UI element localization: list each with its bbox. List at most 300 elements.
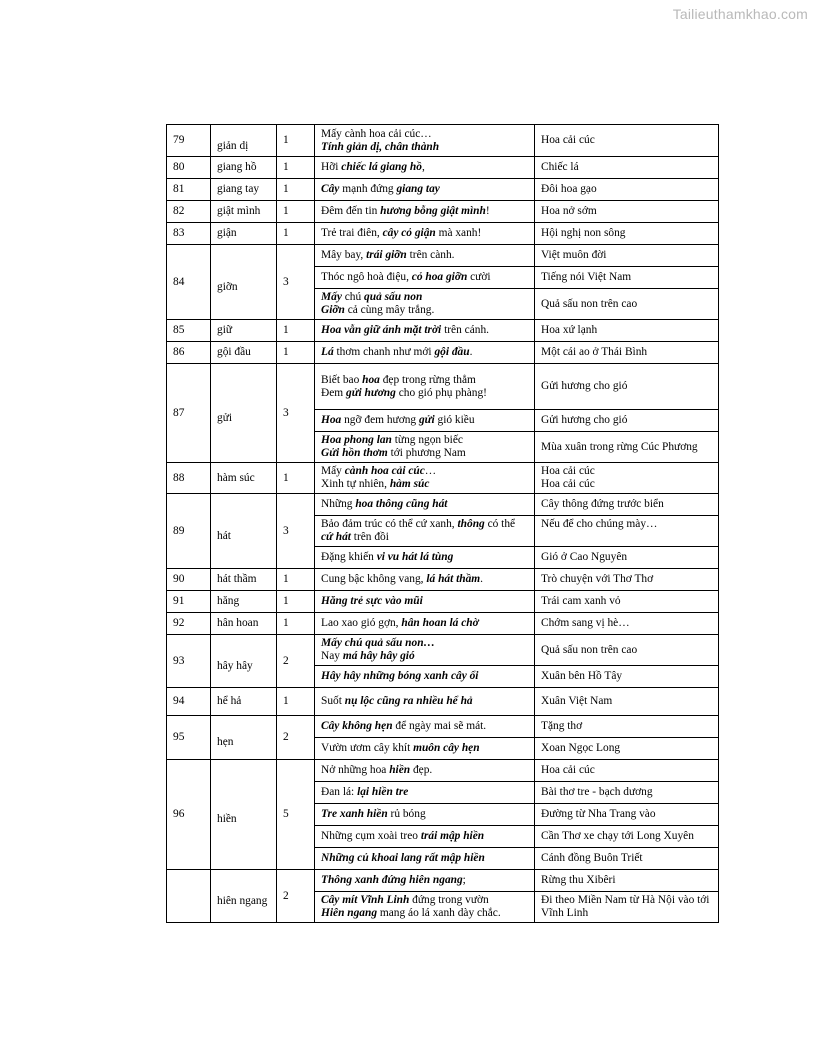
occurrence-count: 3 — [277, 494, 315, 569]
verse-text: ; — [462, 874, 466, 886]
example-verse — [315, 342, 535, 364]
poem-title-line: Một cái ao ở Thái Bình — [541, 346, 648, 358]
verse-text: . — [480, 573, 484, 585]
verse-text: Lao xao gió gợn, — [321, 617, 402, 629]
poem-title-line: Hoa cải cúc — [541, 764, 595, 776]
verse-line — [321, 447, 528, 460]
occurrence-count: 1 — [277, 613, 315, 635]
occurrence-count: 1 — [277, 320, 315, 342]
verse-text: từng ngọn biếc — [391, 434, 463, 446]
example-verse — [315, 267, 535, 289]
table-row — [167, 342, 719, 364]
poem-title-line: Hoa cải cúc — [541, 478, 595, 490]
emphasized-text: Lá — [321, 346, 334, 358]
emphasized-text: gội đầu — [434, 346, 470, 358]
verse-line — [321, 324, 528, 337]
entry-word: hân hoan — [211, 613, 277, 635]
poem-title-line: Nếu để cho chúng mày… — [541, 518, 658, 530]
verse-text: Xinh tự nhiên, — [321, 478, 390, 490]
verse-line — [321, 650, 528, 663]
entry-number: 93 — [167, 635, 211, 688]
verse-line — [321, 465, 528, 478]
verse-text: . — [469, 346, 473, 358]
emphasized-text: giang tay — [396, 183, 440, 195]
poem-title — [535, 245, 719, 267]
entry-word: hây hây — [211, 635, 277, 688]
poem-title — [535, 516, 719, 547]
example-verse — [315, 245, 535, 267]
example-verse — [315, 688, 535, 716]
entry-word: hát — [211, 494, 277, 569]
verse-text: trên cành. — [406, 249, 455, 261]
verse-text: Mấy cành hoa cải cúc… — [321, 127, 432, 140]
verse-text: Suốt — [321, 695, 345, 707]
table-row — [167, 201, 719, 223]
emphasized-text: Hoa — [321, 414, 342, 426]
example-verse — [315, 201, 535, 223]
verse-line — [321, 227, 528, 240]
emphasized-text: muôn cây hẹn — [413, 742, 480, 754]
verse-text: … — [424, 465, 437, 477]
emphasized-text: Hoa phong lan — [321, 434, 392, 446]
table-row — [167, 245, 719, 267]
table-row — [167, 179, 719, 201]
verse-text: Nở những hoa — [321, 764, 390, 776]
entry-number: 90 — [167, 569, 211, 591]
verse-line — [321, 907, 528, 920]
emphasized-text: quả sấu non — [364, 291, 423, 303]
example-verse — [315, 320, 535, 342]
occurrence-count: 1 — [277, 125, 315, 157]
entry-number: 95 — [167, 716, 211, 760]
verse-line — [321, 874, 528, 887]
poem-title — [535, 494, 719, 516]
occurrence-count: 5 — [277, 760, 315, 870]
verse-text: chú — [341, 291, 365, 303]
poem-title-line: Tặng thơ — [541, 720, 583, 732]
emphasized-text: Cây không hẹn — [321, 720, 393, 732]
occurrence-count: 1 — [277, 463, 315, 494]
poem-title-line: Hội nghị non sông — [541, 227, 626, 239]
table-row — [167, 569, 719, 591]
table-row — [167, 635, 719, 666]
poem-title-line: Việt muôn đời — [541, 249, 607, 261]
poem-title-line: Gửi hương cho gió — [541, 380, 628, 392]
example-verse — [315, 848, 535, 870]
example-verse — [315, 179, 535, 201]
poem-title — [535, 892, 719, 923]
entry-number: 94 — [167, 688, 211, 716]
verse-line — [321, 291, 528, 304]
occurrence-count: 1 — [277, 342, 315, 364]
verse-text: Đêm đến tin — [321, 205, 381, 217]
verse-line — [321, 720, 528, 733]
entry-number: 83 — [167, 223, 211, 245]
occurrence-count: 2 — [277, 716, 315, 760]
example-verse — [315, 826, 535, 848]
verse-line — [321, 271, 528, 284]
poem-title-line: Xuân bên Hồ Tây — [541, 670, 623, 682]
poem-title-line: Hoa xứ lạnh — [541, 324, 598, 336]
verse-text: đứng trong vườn — [409, 894, 489, 906]
verse-text: Mây bay, — [321, 249, 367, 261]
entry-word: hàm súc — [211, 463, 277, 494]
poem-title — [535, 804, 719, 826]
emphasized-text: Tre xanh hiền — [321, 808, 388, 820]
entry-number: 79 — [167, 125, 211, 157]
verse-line — [321, 894, 528, 907]
emphasized-text: gửi hương — [346, 386, 396, 399]
entry-word: giận — [211, 223, 277, 245]
poem-title-line: Tiếng nói Việt Nam — [541, 271, 632, 283]
occurrence-count: 1 — [277, 223, 315, 245]
emphasized-text: Tính giản dị, chân thành — [321, 140, 440, 153]
example-verse — [315, 569, 535, 591]
verse-text: Những cụm xoài treo — [321, 830, 421, 842]
emphasized-text: Thông xanh đứng hiên ngang — [321, 874, 463, 886]
entry-word: giang hồ — [211, 157, 277, 179]
verse-text: đẹp trong rừng thẳm — [379, 373, 476, 386]
occurrence-count: 1 — [277, 201, 315, 223]
verse-text: Nay — [321, 650, 343, 662]
example-verse — [315, 666, 535, 688]
poem-title — [535, 342, 719, 364]
verse-text: để ngày mai sẽ mát. — [392, 720, 487, 732]
poem-title-line: Gửi hương cho gió — [541, 414, 628, 426]
entry-word: giữ — [211, 320, 277, 342]
poem-title — [535, 635, 719, 666]
verse-line — [321, 161, 528, 174]
verse-text: Đặng khiến — [321, 551, 377, 563]
poem-title — [535, 463, 719, 494]
example-verse — [315, 125, 535, 157]
poem-title-line: Cánh đồng Buôn Triết — [541, 852, 643, 864]
occurrence-count: 1 — [277, 569, 315, 591]
example-verse — [315, 716, 535, 738]
poem-title — [535, 666, 719, 688]
example-verse — [315, 463, 535, 494]
emphasized-text: má hây hây gió — [342, 650, 415, 662]
verse-text: trên cánh. — [441, 324, 489, 336]
verse-text: rủ bóng — [387, 808, 426, 820]
entry-word: hiền — [211, 760, 277, 870]
entry-number: 81 — [167, 179, 211, 201]
verse-line — [321, 573, 528, 586]
poem-title-line: Xuân Việt Nam — [541, 695, 613, 707]
example-verse — [315, 870, 535, 892]
verse-text: mà xanh! — [435, 227, 482, 239]
table-row — [167, 463, 719, 494]
example-verse — [315, 613, 535, 635]
poem-title-line: Hoa nở sớm — [541, 205, 597, 217]
table-row — [167, 613, 719, 635]
example-verse — [315, 804, 535, 826]
example-verse — [315, 494, 535, 516]
emphasized-text: hân hoan lá chờ — [401, 617, 479, 629]
poem-title — [535, 410, 719, 432]
entry-word: giang tay — [211, 179, 277, 201]
emphasized-text: Hoa vẫn giữ ánh mặt trời — [321, 324, 442, 336]
occurrence-count: 1 — [277, 157, 315, 179]
verse-text: Bảo đảm trúc có thể cứ xanh, — [321, 518, 458, 530]
emphasized-text: Cây — [321, 183, 340, 195]
emphasized-text: Hăng trẻ sực vào mũi — [321, 595, 423, 607]
emphasized-text: Những củ khoai lang rất mập hiền — [321, 852, 485, 864]
example-verse — [315, 635, 535, 666]
poem-title — [535, 760, 719, 782]
emphasized-text: lại hiền tre — [357, 786, 409, 798]
entry-word: hăng — [211, 591, 277, 613]
poem-title — [535, 826, 719, 848]
emphasized-text: Mấy chú quả sấu non… — [321, 637, 435, 649]
example-verse — [315, 223, 535, 245]
example-verse — [315, 547, 535, 569]
verse-line — [321, 387, 528, 400]
emphasized-text: lá hát thầm — [426, 573, 481, 585]
verse-line — [321, 414, 528, 427]
verse-line — [321, 852, 528, 865]
verse-text: gió kiều — [434, 414, 475, 426]
vocabulary-table-body — [167, 125, 719, 923]
poem-title — [535, 738, 719, 760]
emphasized-text: trái mập hiền — [420, 830, 485, 842]
table-row — [167, 494, 719, 516]
poem-title — [535, 613, 719, 635]
emphasized-text: hương bỗng giật mình — [380, 205, 486, 217]
poem-title-line: Chiếc lá — [541, 161, 579, 173]
occurrence-count: 1 — [277, 688, 315, 716]
entry-number — [167, 870, 211, 923]
verse-text: Hỡi — [321, 161, 342, 173]
poem-title — [535, 432, 719, 463]
poem-title — [535, 688, 719, 716]
poem-title-line: Quả sấu non trên cao — [541, 643, 638, 656]
emphasized-text: Hây hây những bóng xanh cây ổi — [321, 670, 479, 682]
table-row — [167, 223, 719, 245]
entry-word: giỡn — [211, 245, 277, 320]
emphasized-text: cành hoa cải cúc — [344, 465, 425, 477]
verse-line — [321, 183, 528, 196]
example-verse — [315, 157, 535, 179]
entry-number: 86 — [167, 342, 211, 364]
poem-title-line: Gió ở Cao Nguyên — [541, 551, 628, 563]
entry-word: giản dị — [211, 125, 277, 157]
emphasized-text: chiếc lá giang hồ — [341, 161, 422, 173]
verse-line — [321, 742, 528, 755]
table-row — [167, 125, 719, 157]
verse-text: Mấy — [321, 465, 345, 477]
emphasized-text: cứ hát — [321, 531, 351, 543]
poem-title — [535, 157, 719, 179]
poem-title-line: Rừng thu Xibêri — [541, 874, 616, 886]
emphasized-text: Cây mít Vĩnh Linh — [321, 894, 410, 906]
emphasized-text: gửi — [418, 414, 435, 426]
verse-line — [321, 498, 528, 511]
verse-text: Thóc ngô hoà điệu, — [321, 271, 412, 283]
verse-line — [321, 346, 528, 359]
poem-title — [535, 320, 719, 342]
poem-title — [535, 267, 719, 289]
verse-text: Trẻ trai điên, — [321, 227, 383, 239]
verse-text: , — [421, 161, 425, 173]
verse-text: mang áo lá xanh dày chắc. — [377, 907, 501, 919]
entry-word: hẹn — [211, 716, 277, 760]
example-verse — [315, 892, 535, 923]
entry-word: hể hả — [211, 688, 277, 716]
table-row — [167, 870, 719, 892]
emphasized-text: vi vu hát lá tùng — [376, 551, 454, 563]
example-verse — [315, 516, 535, 547]
verse-line — [321, 786, 528, 799]
table-row — [167, 157, 719, 179]
poem-title — [535, 364, 719, 410]
example-verse — [315, 410, 535, 432]
example-verse — [315, 591, 535, 613]
emphasized-text: hoa — [362, 373, 380, 386]
poem-title-line: Đôi hoa gạo — [541, 183, 597, 195]
verse-line — [321, 128, 528, 141]
verse-line — [321, 434, 528, 447]
example-verse — [315, 738, 535, 760]
entry-word: hát thầm — [211, 569, 277, 591]
entry-number: 89 — [167, 494, 211, 569]
verse-text: Đan lá: — [321, 786, 358, 798]
poem-title-line: Bài thơ tre - bạch dương — [541, 786, 653, 798]
example-verse — [315, 760, 535, 782]
poem-title — [535, 591, 719, 613]
verse-text: ngỡ đem hương — [341, 414, 419, 426]
verse-line — [321, 808, 528, 821]
entry-number: 88 — [167, 463, 211, 494]
poem-title-line: Hoa cải cúc — [541, 134, 595, 146]
table-row — [167, 760, 719, 782]
poem-title-line: Đi theo Miền Nam từ Hà Nội vào tới Vĩnh Linh — [541, 894, 710, 919]
emphasized-text: cây cỏ giận — [382, 227, 436, 239]
example-verse — [315, 782, 535, 804]
emphasized-text: hiền — [389, 764, 411, 776]
poem-title — [535, 201, 719, 223]
verse-line — [321, 617, 528, 630]
poem-title-line: Chớm sang vị hè… — [541, 617, 630, 629]
emphasized-text: trái giỡn — [366, 249, 407, 261]
verse-line — [321, 141, 528, 154]
table-row — [167, 364, 719, 410]
poem-title — [535, 870, 719, 892]
example-verse — [315, 289, 535, 320]
emphasized-text: thông — [457, 518, 485, 530]
poem-title — [535, 848, 719, 870]
verse-text: Những — [321, 498, 356, 510]
emphasized-text: Gửi hồn thơm — [321, 447, 388, 459]
occurrence-count: 2 — [277, 870, 315, 923]
occurrence-count: 1 — [277, 179, 315, 201]
verse-text: cho gió phụ phàng! — [395, 386, 487, 399]
poem-title — [535, 125, 719, 157]
verse-text: cả cùng mây trắng. — [344, 304, 435, 316]
occurrence-count: 3 — [277, 245, 315, 320]
entry-number: 84 — [167, 245, 211, 320]
verse-line — [321, 374, 528, 387]
verse-text: Vườn ươm cây khít — [321, 742, 414, 754]
vocabulary-table — [166, 124, 719, 923]
emphasized-text: nụ lộc cũng ra nhiều hể hả — [344, 695, 473, 707]
verse-line — [321, 637, 528, 650]
table-row — [167, 688, 719, 716]
occurrence-count: 2 — [277, 635, 315, 688]
verse-text: có thể — [484, 518, 516, 530]
poem-title — [535, 223, 719, 245]
poem-title-line: Xoan Ngọc Long — [541, 742, 621, 754]
poem-title-line: Trái cam xanh vỏ — [541, 595, 621, 607]
poem-title-line: Hoa cải cúc — [541, 465, 595, 477]
entry-number: 92 — [167, 613, 211, 635]
poem-title — [535, 716, 719, 738]
verse-line — [321, 478, 528, 491]
emphasized-text: Giỡn — [321, 304, 345, 316]
verse-line — [321, 595, 528, 608]
entry-number: 96 — [167, 760, 211, 870]
poem-title — [535, 179, 719, 201]
entry-number: 87 — [167, 364, 211, 463]
verse-line — [321, 764, 528, 777]
verse-line — [321, 830, 528, 843]
verse-text: cười — [467, 271, 491, 283]
verse-text: Cung bậc không vang, — [321, 573, 427, 585]
verse-line — [321, 670, 528, 683]
occurrence-count: 3 — [277, 364, 315, 463]
poem-title-line: Mùa xuân trong rừng Cúc Phương — [541, 440, 698, 453]
entry-number: 82 — [167, 201, 211, 223]
verse-line — [321, 551, 528, 564]
poem-title-line: Cây thông đứng trước biển — [541, 498, 664, 510]
emphasized-text: hoa thông cũng hát — [355, 498, 448, 510]
poem-title — [535, 547, 719, 569]
entry-number: 91 — [167, 591, 211, 613]
poem-title-line: Đường từ Nha Trang vào — [541, 808, 656, 820]
poem-title — [535, 569, 719, 591]
example-verse — [315, 432, 535, 463]
verse-text: Đem — [321, 386, 346, 399]
example-verse — [315, 364, 535, 410]
emphasized-text: hàm súc — [389, 478, 430, 490]
entry-word: giật mình — [211, 201, 277, 223]
entry-number: 85 — [167, 320, 211, 342]
verse-line — [321, 518, 528, 544]
verse-text: ! — [485, 205, 490, 217]
poem-title — [535, 782, 719, 804]
verse-line — [321, 695, 528, 708]
entry-word: gội đầu — [211, 342, 277, 364]
verse-text: thơm chanh như mới — [333, 346, 435, 358]
poem-title-line: Trò chuyện với Thơ Thơ — [541, 573, 654, 585]
entry-word: hiên ngang — [211, 870, 277, 923]
verse-text: Biết bao — [321, 373, 363, 386]
watermark-text: Tailieuthamkhao.com — [672, 6, 808, 22]
emphasized-text: Mấy — [321, 291, 342, 303]
poem-title-line: Cần Thơ xe chạy tới Long Xuyên — [541, 830, 694, 842]
table-row — [167, 716, 719, 738]
entry-number: 80 — [167, 157, 211, 179]
table-row — [167, 591, 719, 613]
verse-text: đẹp. — [410, 764, 433, 776]
occurrence-count: 1 — [277, 591, 315, 613]
table-row — [167, 320, 719, 342]
verse-line — [321, 205, 528, 218]
emphasized-text: Hiên ngang — [321, 907, 378, 919]
emphasized-text: cỏ hoa giỡn — [411, 271, 468, 283]
verse-text: tới phương Nam — [387, 447, 466, 459]
verse-line — [321, 249, 528, 262]
